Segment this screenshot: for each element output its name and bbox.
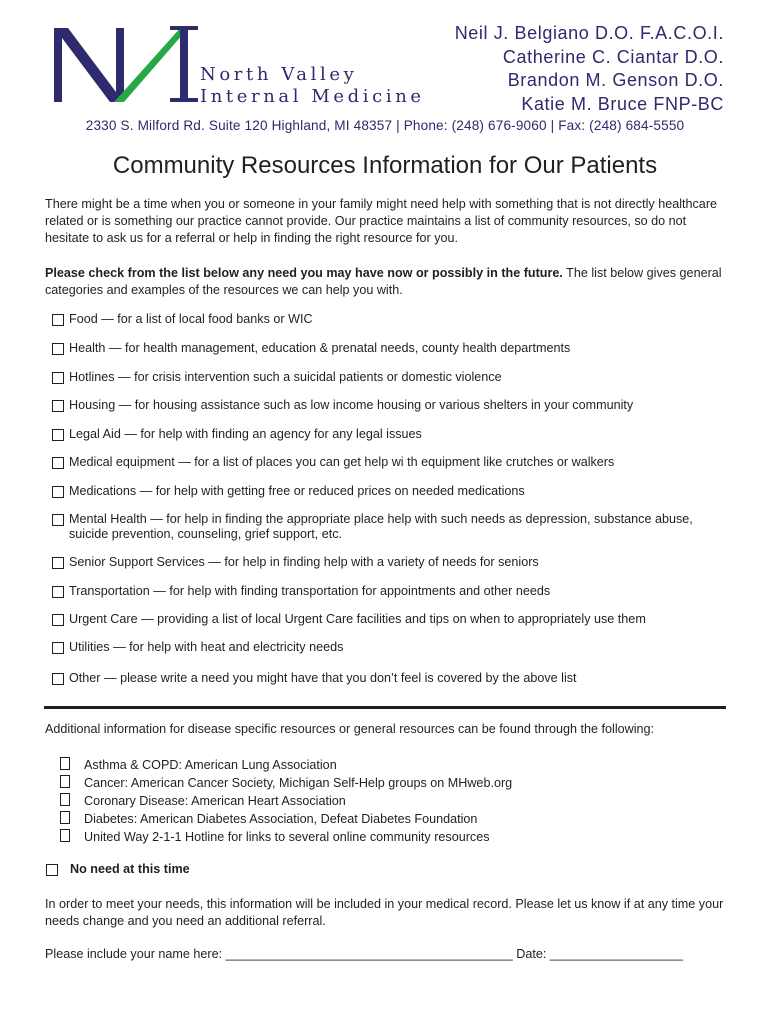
checklist-item-food[interactable]: [52, 312, 732, 327]
provider-list: [455, 22, 724, 116]
practice-name: [200, 64, 425, 108]
checklist-item-housing[interactable]: [52, 398, 732, 413]
checklist-item-legal-aid[interactable]: [52, 427, 732, 442]
checkbox[interactable]: [52, 586, 64, 598]
list-item: [60, 792, 512, 810]
checklist-item-label: Mental Health — for help in finding the appropriate place help with such needs as depression, substance abuse, suicide prevention, counseling, grief support, etc.: [69, 512, 693, 541]
checklist-item-label: Housing — for housing assistance such as low income housing or various shelters in your community: [69, 398, 634, 412]
checklist-item-medical-equipment[interactable]: [52, 455, 732, 470]
checkbox[interactable]: [52, 400, 64, 412]
checklist-item-transportation[interactable]: [52, 584, 732, 599]
checklist-item-label: Medications — for help with getting free or reduced prices on needed medications: [69, 484, 525, 498]
checklist-item-label: Senior Support Services — for help in finding help with a variety of needs for seniors: [69, 555, 539, 569]
checklist-item-label: Other — please write a need you might have that you don’t feel is covered by the above list: [69, 671, 577, 685]
checklist-item-label: Urgent Care — providing a list of local Urgent Care facilities and tips on when to appropriately use them: [69, 612, 646, 626]
instruction-bold: Please check from the list below any need you may have now or possibly in the future.: [45, 266, 563, 280]
checkbox[interactable]: [52, 314, 64, 326]
checkbox[interactable]: [52, 557, 64, 569]
checkbox[interactable]: [52, 457, 64, 469]
practice-logo: [44, 22, 204, 108]
checkbox[interactable]: [52, 614, 64, 626]
checklist-item-label: Medical equipment — for a list of places you can get help wi th equipment like crutches or walkers: [69, 455, 615, 469]
checklist-item-senior-support[interactable]: [52, 555, 732, 570]
checklist-item-utilities[interactable]: [52, 640, 732, 655]
checkbox[interactable]: [52, 642, 64, 654]
name-date-field[interactable]: Please include your name here: _________________________________________ Date: ___________________: [45, 947, 683, 961]
additional-info-intro: Additional information for disease specific resources or general resources can be found through the following:: [45, 722, 655, 736]
checklist-item-label: Hotlines — for crisis intervention such a suicidal patients or domestic violence: [69, 370, 502, 384]
resource-label: Diabetes: American Diabetes Association, Defeat Diabetes Foundation: [84, 812, 478, 826]
checklist-item-label: Health — for health management, education & prenatal needs, county health departments: [69, 341, 571, 355]
practice-name-line1: North Valley: [200, 64, 358, 85]
resource-label: United Way 2-1-1 Hotline for links to several online community resources: [84, 830, 490, 844]
address-contact-line: 2330 S. Milford Rd. Suite 120 Highland, MI 48357 | Phone: (248) 676-9060 | Fax: (248) 684-5550: [85, 118, 685, 133]
checklist-item-urgent-care[interactable]: [52, 612, 732, 627]
resource-label: Coronary Disease: American Heart Association: [84, 794, 346, 808]
provider-name: Katie M. Bruce FNP-BC: [521, 93, 724, 114]
checkbox[interactable]: [52, 343, 64, 355]
checklist-item-medications[interactable]: [52, 484, 732, 499]
instruction-rest: The list below gives general categories and examples of the resources we can help you with.: [45, 266, 722, 298]
practice-name-line2: Internal Medicine: [200, 86, 425, 107]
checklist-item-label: Transportation — for help with finding transportation for appointments and other needs: [69, 584, 551, 598]
page-title: Community Resources Information for Our Patients: [112, 152, 658, 179]
list-item: [60, 828, 512, 846]
no-need-checkbox[interactable]: [46, 864, 58, 876]
checkbox[interactable]: [52, 429, 64, 441]
no-need-label: No need at this time: [70, 862, 190, 876]
nvi-logo-icon: [44, 22, 204, 108]
no-need-option[interactable]: [46, 862, 190, 876]
resource-label: Cancer: American Cancer Society, Michigan Self-Help groups on MHweb.org: [84, 776, 513, 790]
bullet-box-icon: [60, 793, 70, 806]
checklist-item-label: Food — for a list of local food banks or WIC: [69, 312, 313, 326]
bullet-box-icon: [60, 757, 70, 770]
section-divider: [44, 706, 726, 709]
instruction-paragraph: [45, 265, 729, 299]
closing-paragraph: In order to meet your needs, this information will be included in your medical record. Please let us know if at any time your needs change and you need an additional referral.: [45, 897, 724, 929]
list-item: [60, 774, 512, 792]
bullet-box-icon: [60, 829, 70, 842]
checkbox[interactable]: [52, 486, 64, 498]
list-item: [60, 756, 512, 774]
resource-list: [60, 756, 512, 846]
checklist-item-mental-health[interactable]: [52, 512, 712, 542]
list-item: [60, 810, 512, 828]
checkbox[interactable]: [52, 372, 64, 384]
resource-label: Asthma & COPD: American Lung Association: [84, 758, 337, 772]
provider-name: Neil J. Belgiano D.O. F.A.C.O.I.: [454, 23, 724, 43]
provider-name: Catherine C. Ciantar D.O.: [502, 46, 724, 67]
checkbox[interactable]: [52, 673, 64, 685]
checklist-item-label: Legal Aid — for help with finding an agency for any legal issues: [69, 427, 422, 441]
checklist-item-hotlines[interactable]: [52, 370, 732, 385]
intro-paragraph: There might be a time when you or someone in your family might need help with something that is not directly healthcare related or is something our practice cannot provide. Our practice maintains a list of community resources, so do not hesitate to ask us for a referral or help in finding the right resource for you.: [45, 197, 718, 246]
checklist-item-health[interactable]: [52, 341, 732, 356]
checkbox[interactable]: [52, 514, 64, 526]
bullet-box-icon: [60, 775, 70, 788]
checklist-item-other[interactable]: [52, 671, 732, 686]
checklist-item-label: Utilities — for help with heat and electricity needs: [69, 640, 344, 654]
provider-name: Brandon M. Genson D.O.: [507, 70, 724, 90]
bullet-box-icon: [60, 811, 70, 824]
